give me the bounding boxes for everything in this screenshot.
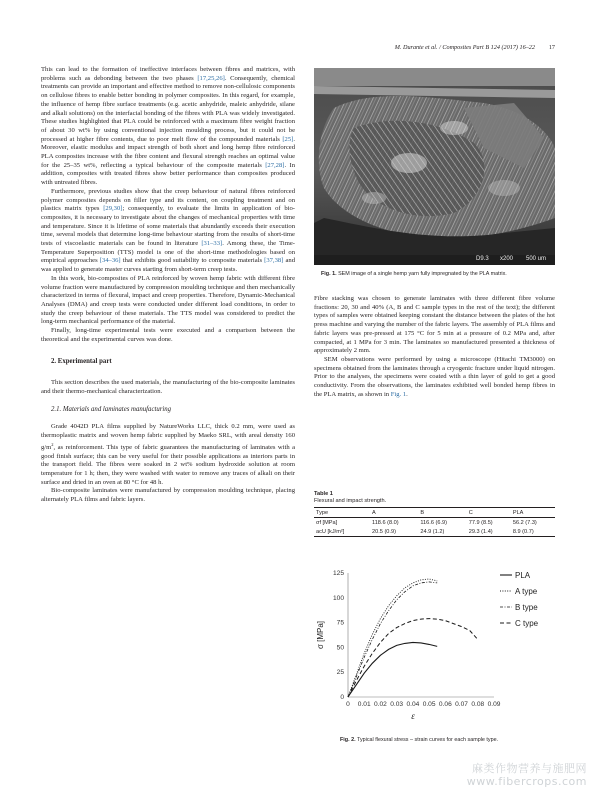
table-cell: 56.2 (7.3) — [512, 519, 537, 526]
legend-label: C type — [515, 619, 539, 628]
reference-link[interactable]: [34–36] — [99, 257, 121, 265]
paragraph-fibre-stacking: Fibre stacking was chosen to generate laminates with three different fibre volume fractions: 20, 30 and 40% (A, B and C sample types in the rest of the text); the different types of samples were obtained keeping constant the distance between the plates of the hot press machine and varying the number of the fabric layers. The assembly of PLA films and fabric layers was pre-pressed at 175 °C for 5 min at a pressure of 0.2 MPa and, after compacted, at 1 MPa for 3 min. The laminates so manufactured presented a thickness of approximately 2 mm. — [314, 295, 555, 355]
text-run: . Consequently, chemical treatments can provide an important and effective method to remove non-cellulosic components on cellulose fibres to enable better bonding in polymer composites. In this regard, for example, the influence of hemp fibre surface treatments (e.g. acetic anhydride, maleic anhydride, silane and alkali solutions) on the interfacial bonding of the fibres with PLA was widely investigated. These studies highlighted that PLA could be reinforced with a maximum fibre weight fraction of about 30 wt% by using conventional injection moulding process, but it could not be processed at higher fibre contents, due to poor melt flow of the compounded materials — [41, 74, 295, 143]
paragraph-sem: SEM observations were performed by using a microscope (Hitachi TM3000) on specimens obtained from the laminates through a cryogenic fracture under liquid nitrogen. Prior to the analyses, the specimens were coated with a thin layer of gold to get a good conductivity. From the observations, the laminates exhibited well bonded hemp fibres in the PLA matrix, as shown in Fig. 1. — [314, 355, 555, 398]
x-tick-label: 0 — [346, 701, 350, 708]
fig-1-link[interactable]: Fig. 1 — [390, 390, 407, 398]
legend-label: PLA — [515, 571, 531, 580]
x-tick-label: 0.06 — [438, 701, 452, 708]
figure-1-caption: Fig. 1. SEM image of a single hemp yarn fully impregnated by the PLA matrix. — [321, 271, 507, 277]
paragraph-manufacturing: Bio-composite laminates were manufactured by compression moulding technique, placing alternately PLA films and fabric layers. — [41, 487, 295, 504]
y-tick-label: 100 — [332, 594, 344, 602]
y-axis-label: σ [MPa] — [316, 620, 325, 650]
left-column — [41, 66, 295, 505]
table-cell: 24.9 (1.2) — [420, 528, 445, 535]
table-header-cell: C — [468, 509, 473, 516]
table-cell: 20.5 (0.9) — [372, 528, 396, 535]
table-header-cell: A — [372, 509, 376, 516]
table-cell: 116.6 (6.9) — [420, 519, 447, 526]
table-1-title: Table 1 Flexural and impact strength. — [314, 491, 387, 504]
page-number: 17 — [548, 44, 555, 51]
reference-link[interactable]: [29,30] — [103, 205, 123, 213]
table-1 — [314, 507, 555, 537]
watermark: 麻类作物营养与施肥网 www.fibercrops.com — [466, 762, 587, 788]
y-tick-label: 25 — [336, 669, 344, 677]
table-cell: σf [MPa] — [316, 519, 338, 526]
paragraph-creep-behaviour — [41, 188, 295, 275]
table-cell: 118.6 (8.0) — [372, 519, 399, 526]
x-tick-label: 0.02 — [374, 701, 387, 708]
x-tick-label: 0.08 — [471, 701, 485, 708]
text-run: . Moreover, elastic modulus and impact strength of both short and long hemp fibre reinforced PLA composites increase with the fibre content and flexural strength reaches an optimal value for the 25–35 wt%, reflecting a typical behaviour of the composite materials — [41, 135, 295, 169]
table-cell: 29.3 (1.4) — [468, 528, 493, 535]
sem-image — [314, 68, 555, 265]
reference-link[interactable]: [37,38] — [264, 257, 284, 265]
y-tick-label: 50 — [336, 644, 344, 652]
x-tick-label: 0.01 — [357, 701, 371, 708]
table-cell: 8.9 (0.7) — [512, 528, 534, 535]
y-tick-label: 125 — [332, 570, 344, 577]
text-run: ; consequently, to evaluate the limits in application of bio-composites, it is necessary to investigate about the changes of mechanical properties with time and temperature. Since it is lifetime of some materials that abundantly exceeds their execution time, several models that determine long-time behaviour starting from the results of short-time tests of viscoelastic materials can be found in literature — [41, 205, 295, 248]
reference-link[interactable]: [27,28] — [265, 161, 285, 169]
table-header-cell: PLA — [512, 509, 524, 516]
y-tick-label: 0 — [340, 694, 344, 701]
chart-svg — [312, 565, 562, 720]
text-run: that exhibits good suitability to composite materials — [120, 257, 265, 265]
paragraph-intro-continued — [41, 66, 295, 188]
table-header-cell: Type — [316, 509, 329, 516]
series-line-a-type — [348, 579, 437, 697]
paragraph-finally: Finally, long-time experimental tests were executed and a comparison between the theoretical and the experimental curves was done. — [41, 327, 295, 343]
table-row — [314, 518, 555, 528]
stress-strain-chart — [312, 565, 562, 720]
reference-link[interactable]: [17,25,26] — [197, 74, 225, 82]
table-header-row — [314, 508, 555, 518]
reference-link[interactable]: [25] — [282, 135, 294, 143]
paragraph-this-work: In this work, bio-composites of PLA reinforced by woven hemp fabric with different fibre volume fraction were manufactured by compression moulding technique and then mechanically characterized in terms of flexural, impact and creep properties. Therefore, Dynamic-Mechanical Analyses (DMA) and creep tests were conducted under different load conditions, in order to study the creep behaviour of these materials. The TTS model was considered to predict the long-term mechanical performance of the material. — [41, 274, 295, 326]
table-cell: acU [kJ/m²] — [316, 528, 345, 535]
y-tick-label: 75 — [336, 619, 344, 627]
reference-link[interactable]: [31–33] — [201, 240, 223, 248]
table-header-cell: B — [420, 509, 425, 516]
text-run: This can lead to the formation of ineffective interfaces between fibres and matrices, with problems such as debonding between the two phases — [41, 66, 295, 82]
series-line-b-type — [348, 582, 437, 697]
text-run: . Among these, the Time-Temperature Superposition (TTS) model is one of the short-time methodologies based on empirical approaches — [41, 240, 295, 265]
figure-2-caption: Fig. 2. Typical flexural stress – strain curves for each sample type. — [340, 737, 499, 743]
series-line-pla — [348, 642, 437, 697]
text-run: and was applied to generate master curves starting from short-term creep tests. — [41, 257, 295, 274]
legend-label: B type — [515, 603, 538, 612]
legend-label: A type — [515, 587, 538, 596]
right-column — [314, 295, 555, 399]
subsection-heading-materials: 2.1. Materials and laminates manufacturing — [51, 405, 172, 413]
series-line-c-type — [348, 619, 478, 697]
table-row — [314, 527, 555, 537]
paragraph-materials: Grade 4042D PLA films supplied by NatureWorks LLC, thick 0.2 mm, were used as thermoplastic matrix and woven hemp fabric supplied by Maeko SRL, with areal density 160 $g/m^2$, as reinforcement. This type of fabric guarantees the manufacturing of laminates with a good finish surface; this can be very useful for their possible applications as interiors parts in the transport field. The fibres were soaked in 2 wt% sodium hydroxide solution at room temperature for 1 h; then, they were washed with water to remove any traces of alkali on their surface and dried in an oven at 80 °C for 48 h. — [41, 423, 295, 486]
running-header — [41, 44, 555, 56]
text-run: Furthermore, previous studies show that the creep behaviour of natural fibres reinforced polymer composites depends on filler type and its content, on coupling treatment and on plastics matrix types — [41, 187, 295, 213]
sem-scale-bar: D9.3 x200 500 um — [314, 255, 555, 265]
x-tick-label: 0.04 — [406, 701, 420, 708]
x-tick-label: 0.03 — [390, 701, 404, 708]
text-run: . In addition, composites with treated fibres show better performance than composites produced with untreated fibres. — [41, 161, 295, 187]
journal-citation: M. Durante et al. / Composites Part B 124 (2017) 16–22 — [394, 44, 535, 51]
x-tick-label: 0.07 — [455, 701, 468, 708]
table-cell: 77.9 (8.5) — [468, 519, 493, 526]
x-tick-label: 0.05 — [422, 701, 436, 708]
paragraph-section-description: This section describes the used materials, the manufacturing of the bio-composite laminates and their thermo-mechanical characterization. — [41, 379, 295, 395]
x-tick-label: 0.09 — [487, 701, 501, 708]
x-axis-label: ε — [411, 711, 415, 720]
sem-micrograph-graphic — [314, 68, 555, 265]
section-heading-experimental: 2. Experimental part — [51, 357, 112, 365]
